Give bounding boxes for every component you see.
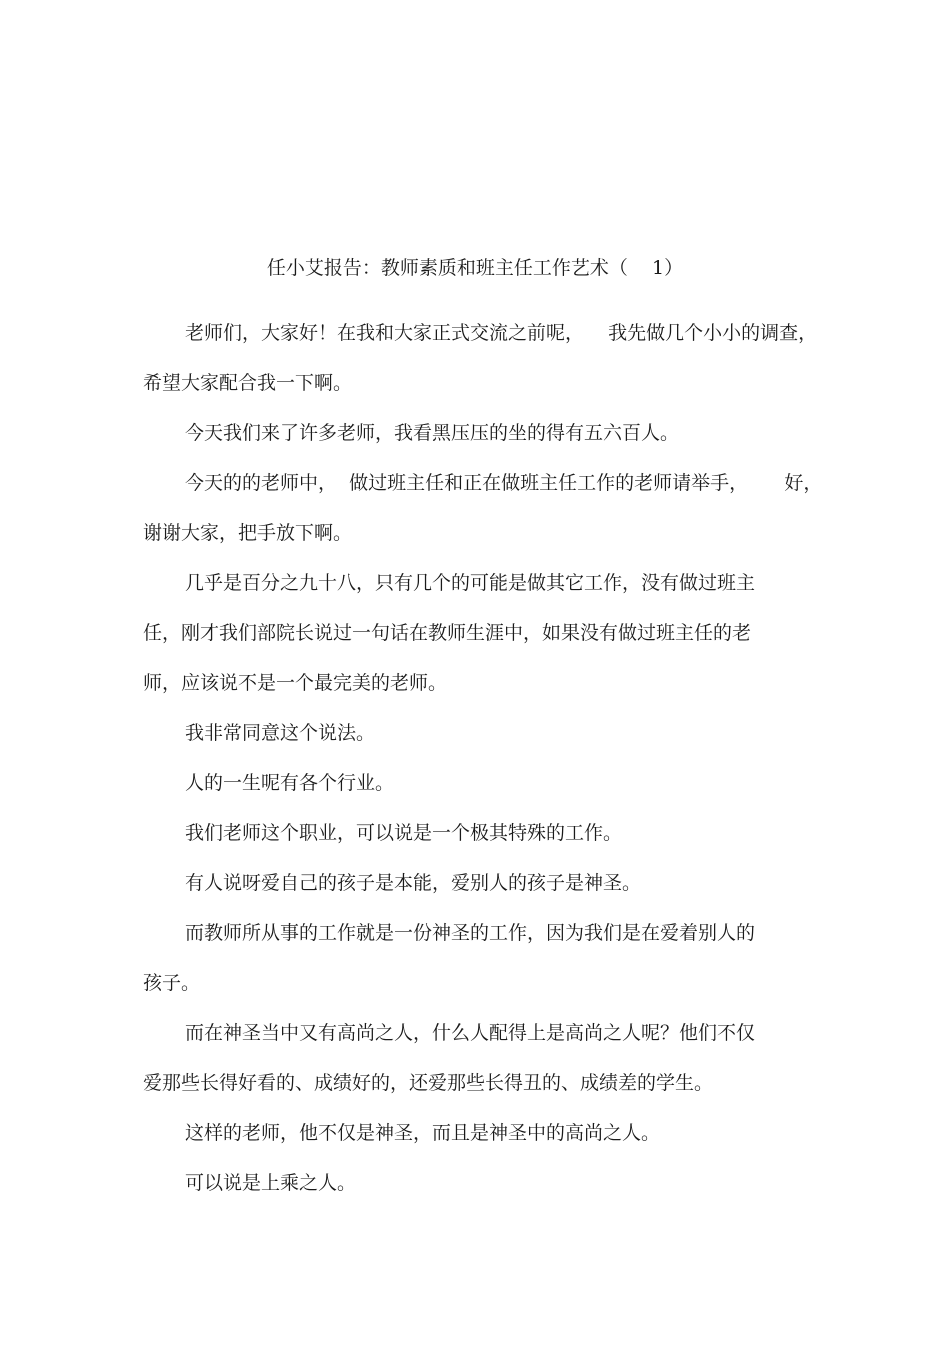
paragraph-line: 而教师所从事的工作就是一份神圣的工作，因为我们是在爱着别人的 (185, 922, 756, 944)
paragraph-line: 任，刚才我们部院长说过一句话在教师生涯中，如果没有做过班主任的老 (143, 622, 752, 644)
paragraph-line: 今天的的老师中， 做过班主任和正在做班主任工作的老师请举手， 好， (185, 472, 823, 494)
paragraph-line: 孩子。 (143, 972, 201, 994)
paragraph-line: 几乎是百分之九十八，只有几个的可能是做其它工作，没有做过班主 (185, 572, 756, 594)
paragraph-line: 我非常同意这个说法。 (185, 722, 376, 744)
paragraph-line: 今天我们来了许多老师，我看黑压压的坐的得有五六百人。 (185, 422, 680, 444)
paragraph-line: 而在神圣当中又有高尚之人，什么人配得上是高尚之人呢？他们不仅 (185, 1022, 756, 1044)
paragraph-line: 可以说是上乘之人。 (185, 1172, 357, 1194)
paragraph-line: 这样的老师，他不仅是神圣，而且是神圣中的高尚之人。 (185, 1122, 661, 1144)
paragraph-line: 老师们，大家好！在我和大家正式交流之前呢， 我先做几个小小的调查， (185, 322, 818, 344)
paragraph-line: 希望大家配合我一下啊。 (143, 372, 353, 394)
document-title: 任小艾报告：教师素质和班主任工作艺术（ 1） (266, 257, 684, 279)
paragraph-line: 人的一生呢有各个行业。 (185, 772, 395, 794)
paragraph-line: 谢谢大家，把手放下啊。 (143, 522, 353, 544)
paragraph-line: 师，应该说不是一个最完美的老师。 (143, 672, 448, 694)
paragraph-line: 我们老师这个职业，可以说是一个极其特殊的工作。 (185, 822, 623, 844)
paragraph-line: 爱那些长得好看的、成绩好的，还爱那些长得丑的、成绩差的学生。 (143, 1072, 714, 1094)
paragraph-line: 有人说呀爱自己的孩子是本能，爱别人的孩子是神圣。 (185, 872, 642, 894)
